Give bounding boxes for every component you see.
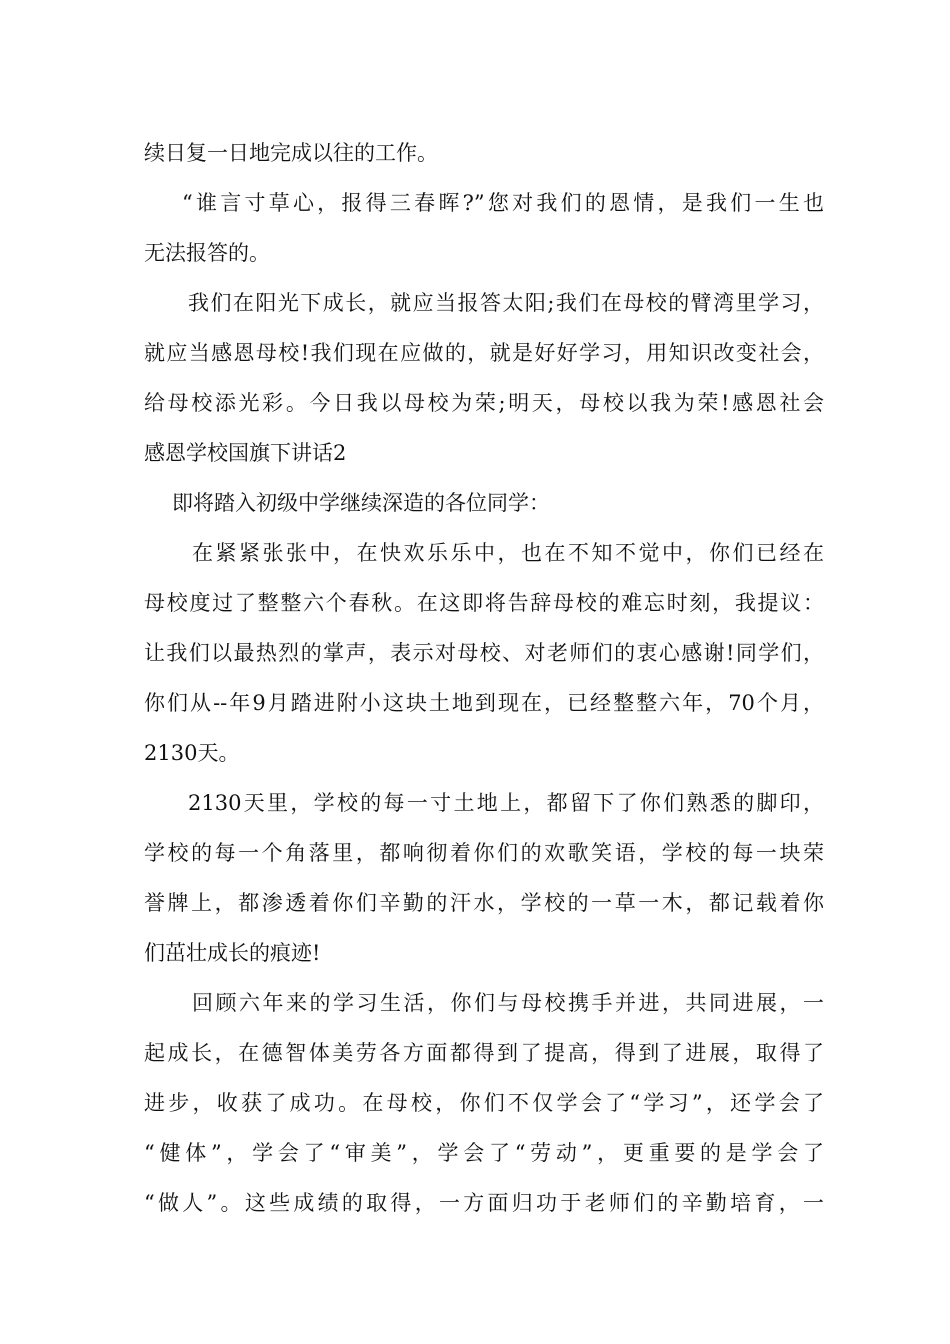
text-line: 2130天里，学校的每一寸土地上，都留下了你们熟悉的脚印， (188, 791, 824, 815)
text-line: “谁言寸草心，报得三春晖?”您对我们的恩情，是我们一生也 (182, 191, 824, 215)
text-line: 誉牌上，都渗透着你们辛勤的汗水，学校的一草一木，都记载着你 (144, 891, 824, 915)
text-line: 让我们以最热烈的掌声，表示对母校、对老师们的衷心感谢!同学们， (144, 641, 824, 665)
text-line: 起成长，在德智体美劳各方面都得到了提高，得到了进展，取得了 (144, 1041, 824, 1065)
text-line: 给母校添光彩。今日我以母校为荣;明天，母校以我为荣!感恩社会 (144, 391, 824, 415)
text-line: 你们从--年9月踏进附小这块土地到现在，已经整整六年，70个月， (144, 691, 824, 715)
text-line: 即将踏入初级中学继续深造的各位同学： (172, 491, 550, 515)
text-line: 学校的每一个角落里，都响彻着你们的欢歌笑语，学校的每一块荣 (144, 841, 824, 865)
text-line: 就应当感恩母校!我们现在应做的，就是好好学习，用知识改变社会， (144, 341, 824, 365)
text-line: “健体”，学会了“审美”，学会了“劳动”，更重要的是学会了 (144, 1141, 824, 1165)
text-line: 我们在阳光下成长，就应当报答太阳;我们在母校的臂湾里学习， (188, 291, 824, 315)
text-line: “做人”。这些成绩的取得，一方面归功于老师们的辛勤培育，一 (144, 1191, 824, 1215)
text-line: 感恩学校国旗下讲话2 (144, 441, 347, 465)
text-line: 回顾六年来的学习生活，你们与母校携手并进，共同进展，一 (192, 991, 824, 1015)
text-line: 进步，收获了成功。在母校，你们不仅学会了“学习”，还学会了 (144, 1091, 824, 1115)
text-line: 2130天。 (144, 741, 240, 765)
text-line: 们茁壮成长的痕迹! (144, 941, 321, 965)
text-line: 母校度过了整整六个春秋。在这即将告辞母校的难忘时刻，我提议： (144, 591, 824, 615)
document-body (144, 128, 824, 1228)
text-line: 续日复一日地完成以往的工作。 (144, 141, 438, 165)
text-line: 在紧紧张张中，在快欢乐乐中，也在不知不觉中，你们已经在 (192, 541, 824, 565)
text-line: 无法报答的。 (144, 241, 270, 265)
